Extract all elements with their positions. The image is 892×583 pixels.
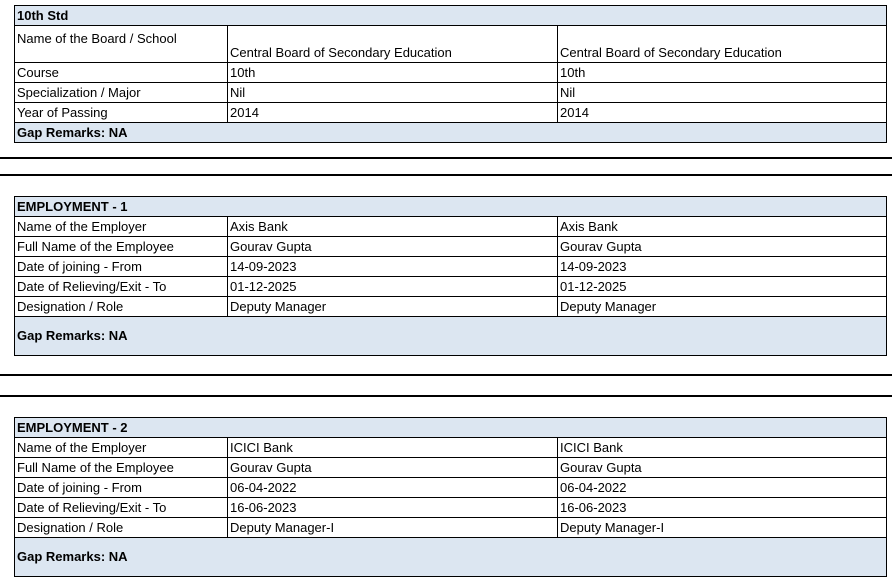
row-value-2: ICICI Bank <box>558 438 887 458</box>
divider <box>0 395 892 397</box>
row-value-1: Gourav Gupta <box>228 458 558 478</box>
row-value-1: 14-09-2023 <box>228 257 558 277</box>
table-row <box>15 257 887 277</box>
row-label: Designation / Role <box>15 518 228 538</box>
table-row <box>15 458 887 478</box>
row-label: Name of the Employer <box>15 438 228 458</box>
gap-remarks: Gap Remarks: NA <box>15 538 887 577</box>
table-header-row <box>15 418 887 438</box>
table-row <box>15 217 887 237</box>
section-title: EMPLOYMENT - 2 <box>15 418 887 438</box>
row-value-1: Central Board of Secondary Education <box>228 26 558 63</box>
row-value-2: Axis Bank <box>558 217 887 237</box>
table-row <box>15 518 887 538</box>
gap-remarks-row <box>15 123 887 143</box>
row-label: Date of Relieving/Exit - To <box>15 498 228 518</box>
row-value-1: 01-12-2025 <box>228 277 558 297</box>
row-label: Name of the Employer <box>15 217 228 237</box>
table-row <box>15 478 887 498</box>
row-value-2: 14-09-2023 <box>558 257 887 277</box>
row-value-2: Deputy Manager <box>558 297 887 317</box>
table-row <box>15 438 887 458</box>
divider <box>0 157 892 159</box>
table-row <box>15 83 887 103</box>
gap-remarks: Gap Remarks: NA <box>15 123 887 143</box>
table-row <box>15 297 887 317</box>
section-title: 10th Std <box>15 6 887 26</box>
row-value-1: 2014 <box>228 103 558 123</box>
table-row <box>15 277 887 297</box>
gap-remarks: Gap Remarks: NA <box>15 317 887 356</box>
row-value-2: Gourav Gupta <box>558 237 887 257</box>
table-row <box>15 237 887 257</box>
row-value-2: Nil <box>558 83 887 103</box>
row-value-2: 06-04-2022 <box>558 478 887 498</box>
section-title: EMPLOYMENT - 1 <box>15 197 887 217</box>
row-label: Date of joining - From <box>15 478 228 498</box>
row-label: Full Name of the Employee <box>15 458 228 478</box>
row-value-1: 16-06-2023 <box>228 498 558 518</box>
row-value-1: ICICI Bank <box>228 438 558 458</box>
row-value-1: Deputy Manager <box>228 297 558 317</box>
employment-1-table <box>14 196 887 356</box>
row-value-2: 2014 <box>558 103 887 123</box>
row-value-2: 16-06-2023 <box>558 498 887 518</box>
row-value-1: Gourav Gupta <box>228 237 558 257</box>
row-value-2: Deputy Manager-I <box>558 518 887 538</box>
row-value-1: Deputy Manager-I <box>228 518 558 538</box>
employment-2-table <box>14 417 887 577</box>
divider <box>0 174 892 176</box>
row-value-2: 01-12-2025 <box>558 277 887 297</box>
row-value-2: Central Board of Secondary Education <box>558 26 887 63</box>
gap-remarks-row <box>15 538 887 577</box>
row-label: Designation / Role <box>15 297 228 317</box>
row-value-1: 10th <box>228 63 558 83</box>
employment-1-section <box>14 196 886 356</box>
table-row <box>15 26 887 63</box>
row-value-1: Nil <box>228 83 558 103</box>
row-value-2: 10th <box>558 63 887 83</box>
table-row <box>15 63 887 83</box>
gap-remarks-row <box>15 317 887 356</box>
table-header-row <box>15 6 887 26</box>
row-label: Name of the Board / School <box>15 26 228 63</box>
employment-2-section <box>14 417 886 577</box>
education-section <box>14 5 886 143</box>
education-table <box>14 5 887 143</box>
table-row <box>15 103 887 123</box>
row-value-1: Axis Bank <box>228 217 558 237</box>
row-label: Date of Relieving/Exit - To <box>15 277 228 297</box>
row-label: Course <box>15 63 228 83</box>
row-label: Date of joining - From <box>15 257 228 277</box>
row-label: Full Name of the Employee <box>15 237 228 257</box>
row-label: Specialization / Major <box>15 83 228 103</box>
table-header-row <box>15 197 887 217</box>
divider <box>0 374 892 376</box>
row-label: Year of Passing <box>15 103 228 123</box>
row-value-2: Gourav Gupta <box>558 458 887 478</box>
row-value-1: 06-04-2022 <box>228 478 558 498</box>
table-row <box>15 498 887 518</box>
